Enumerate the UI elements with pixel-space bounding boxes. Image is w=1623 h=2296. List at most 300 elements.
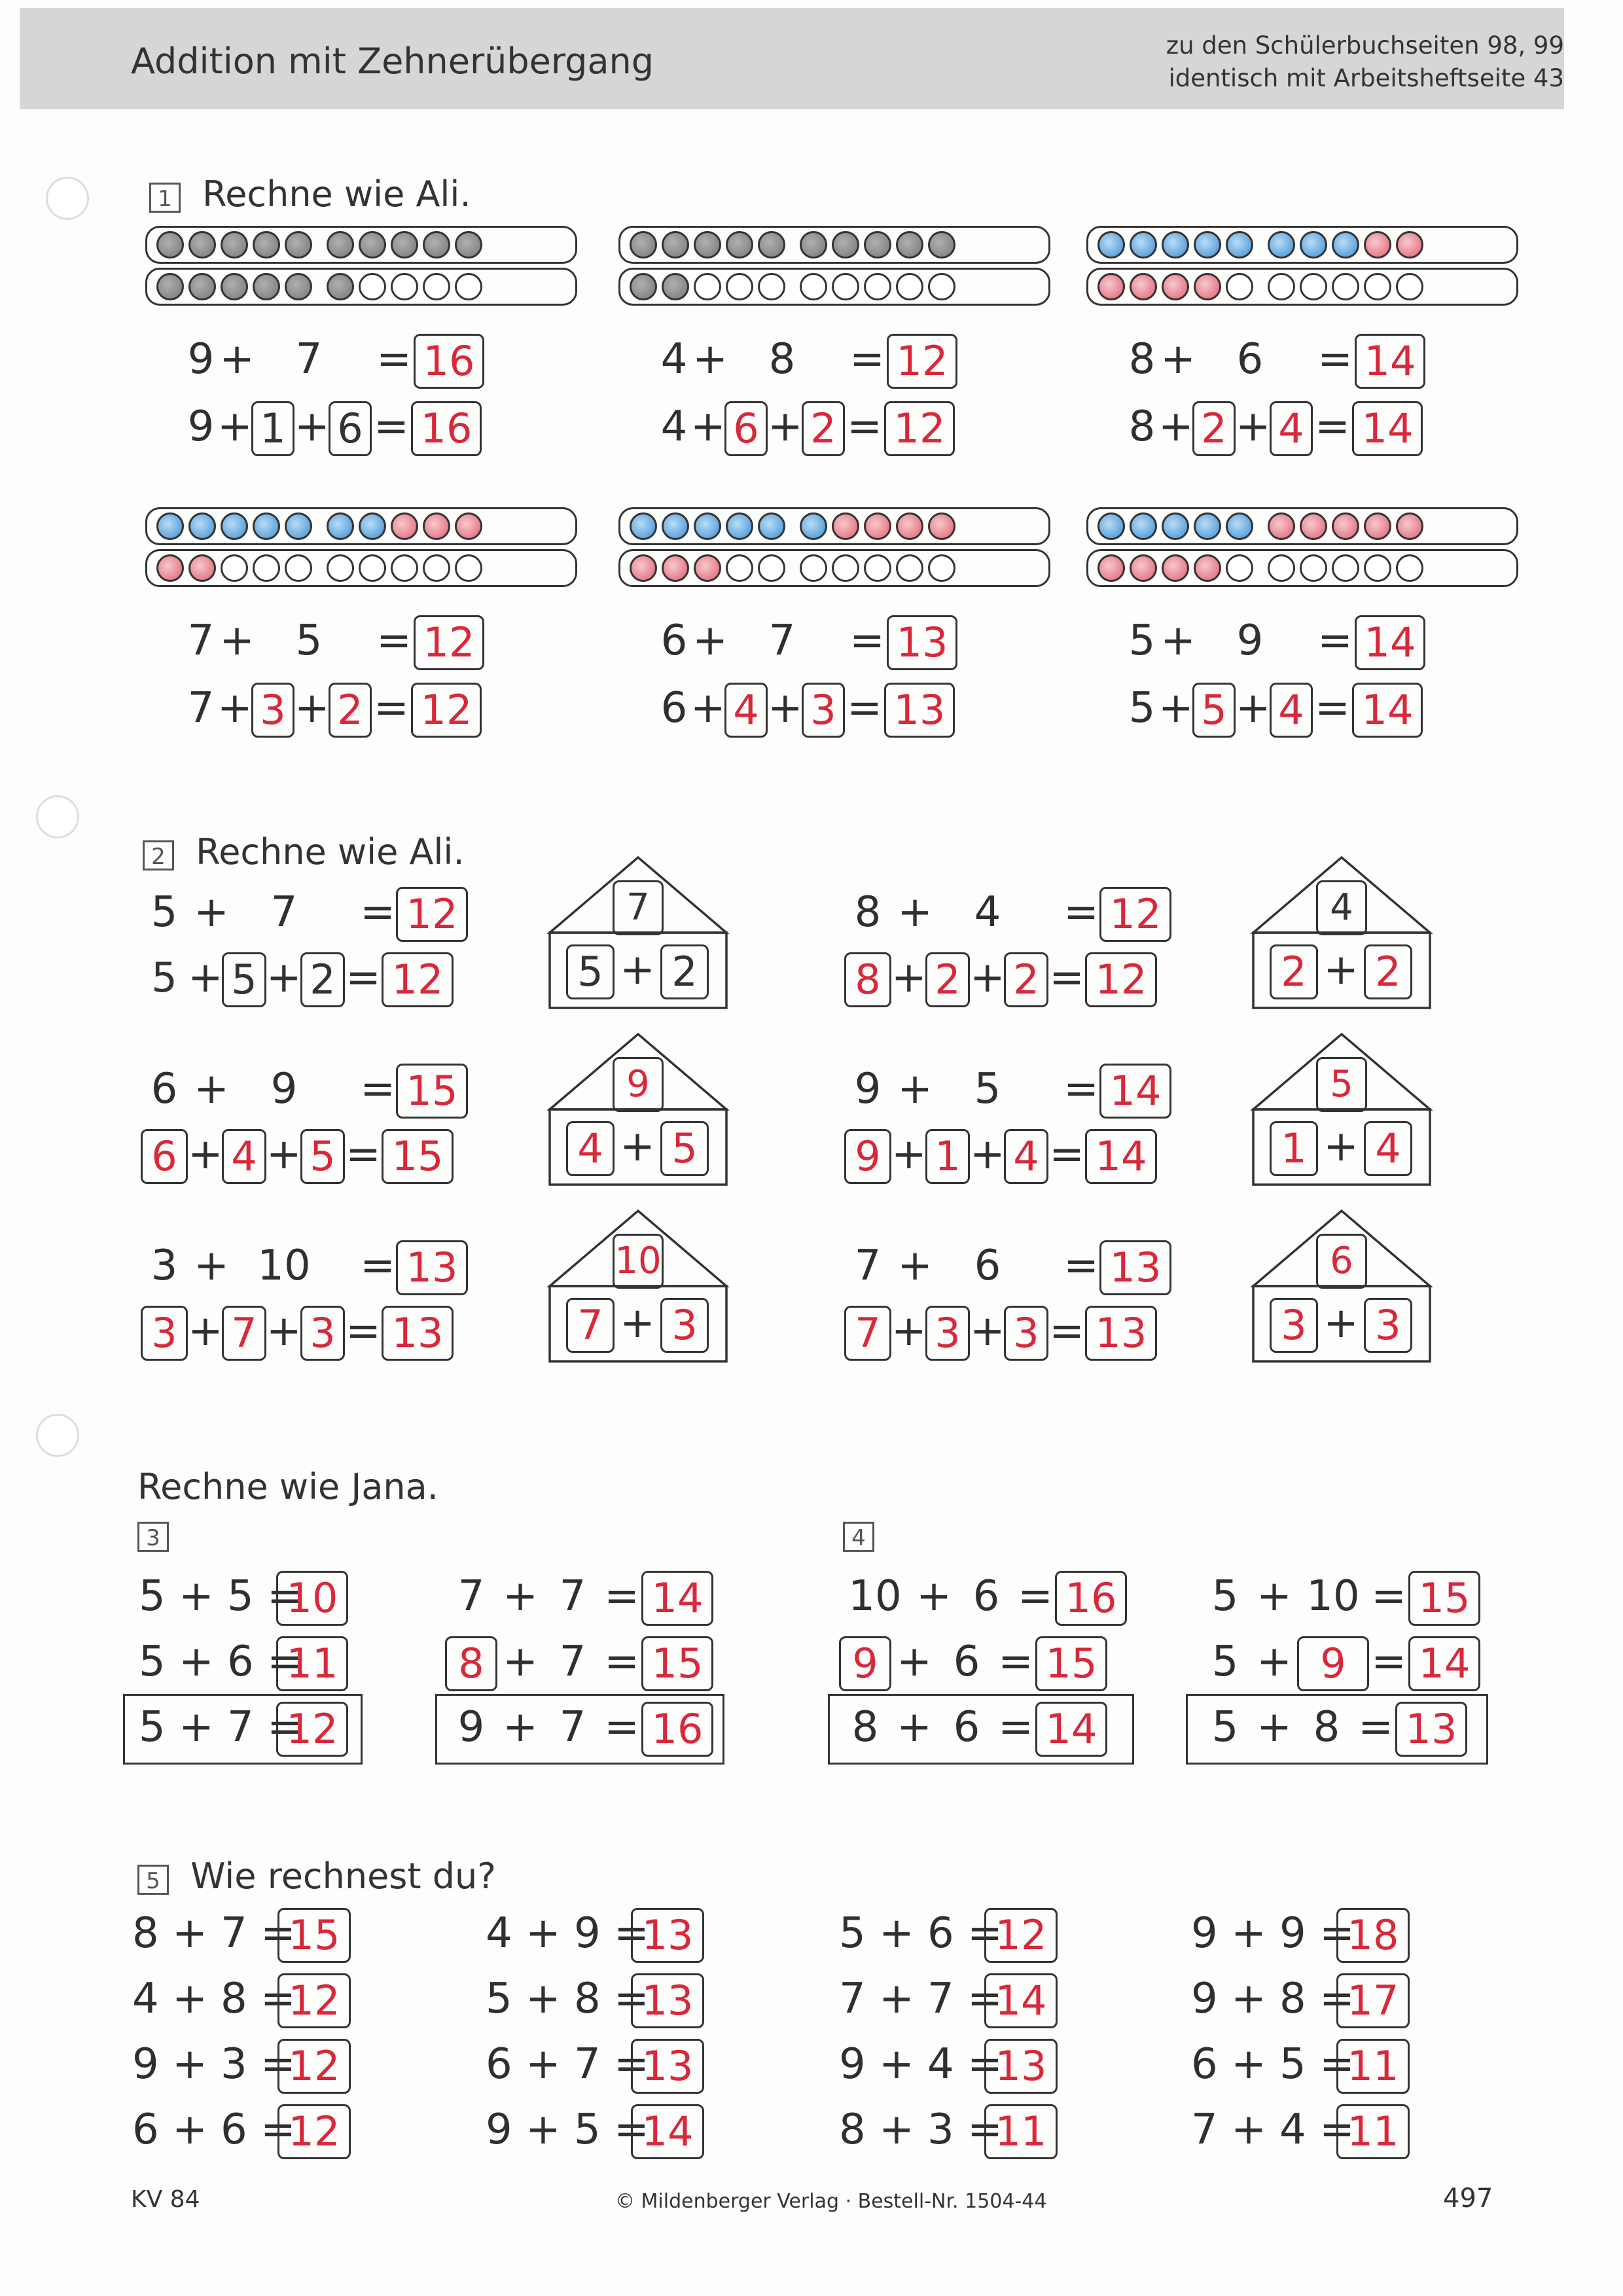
equation-line [1126,334,1425,389]
house-roof-box: 6 [1316,1234,1367,1289]
grey-bead [630,273,657,300]
part-box: 2 [300,952,345,1007]
summand-box: 9 [1297,1636,1369,1691]
equation-text: + [219,334,255,384]
equation-text: = [1063,1241,1099,1290]
result-box: 12 [277,2039,351,2094]
equation-line [839,2104,1058,2159]
empty-bead [928,273,955,300]
equation-line [185,401,482,456]
blue-bead [221,512,248,540]
summand-box: 8 [445,1636,497,1691]
bead-rack [618,507,1050,545]
equation-line [1191,2104,1410,2159]
house-part-box: 5 [660,1121,709,1176]
result-box: 15 [1408,1571,1480,1626]
empty-bead [726,554,753,582]
blue-bead [1130,512,1157,540]
equation-text: 6 + 5 = [1191,2039,1355,2089]
result-box: 14 [1035,1702,1107,1757]
equation-text: 5 [1211,1637,1239,1686]
pink-bead [896,512,923,540]
house-roof-box: 9 [613,1057,664,1112]
blue-bead [694,512,721,540]
summand-box: 5 [151,954,177,1001]
result-box: 15 [382,1129,454,1184]
empty-bead [832,554,859,582]
pink-bead [1396,512,1423,540]
result-box: 12 [277,1973,351,2028]
pink-bead [1097,273,1125,300]
result-box: 12 [277,2104,351,2159]
equation-text: + [1158,402,1194,451]
part-box: 2 [1192,401,1236,456]
punch-hole [36,795,79,838]
equation-text: 4 [974,888,1001,937]
pink-bead [928,512,955,540]
empty-bead [1364,273,1391,300]
equation-text: + [194,1064,229,1113]
result-box: 13 [984,2039,1058,2094]
task-title: Rechne wie Ali. [202,173,471,215]
equation-text: 5 + 5 = [139,1571,302,1621]
empty-bead [800,554,827,582]
equation-line [141,1129,454,1184]
task-number: 5 [137,1865,169,1895]
task-number: 1 [149,183,181,213]
blue-bead [1268,231,1295,259]
equation-text: 10 [257,1241,311,1290]
grey-bead [662,273,689,300]
equation-text: 5 + 7 = [139,1702,302,1751]
equation-line [445,1636,713,1691]
equation-text: + [897,1702,932,1751]
equation-text: 10 [1306,1571,1360,1621]
bead-rack [145,268,577,306]
grey-bead [156,273,184,300]
pink-bead [1130,554,1157,582]
equation-text: + [620,1299,655,1348]
equation-text: = [604,1637,639,1686]
task-title: Wie rechnest du? [190,1856,496,1897]
result-box: 16 [414,334,484,389]
page-title: Addition mit Zehnerübergang [131,41,654,82]
result-box: 11 [276,1636,348,1691]
house-part-box: 4 [566,1121,615,1176]
equation-text: 5 [974,1064,1001,1113]
empty-bead [423,273,450,300]
blue-bead [758,512,785,540]
highlight-frame [435,1694,724,1765]
house-roof-box: 4 [1316,880,1367,935]
house-base [566,944,709,999]
result-box: 14 [1352,683,1423,738]
result-box: 16 [411,401,482,456]
bead-rack [145,549,577,587]
equation-text: = [1371,1571,1406,1621]
equation-text: + [620,1122,655,1171]
equation-text: = [374,683,409,732]
equation-text: 7 [559,1702,586,1751]
empty-bead [455,273,482,300]
result-box: 13 [887,615,957,670]
task-number: 2 [143,840,174,870]
bead-rack [1086,268,1518,306]
result-box: 13 [382,1306,454,1361]
equation-text: 4 + 9 = [486,1909,649,1958]
grey-bead [285,273,312,300]
grey-bead [359,231,386,259]
summand-box: 9 [839,1636,891,1691]
equation-text: + [897,1241,933,1290]
bead-rack [1086,226,1518,264]
equation-text: + [1158,683,1194,732]
pink-bead [864,512,891,540]
empty-bead [1226,554,1253,582]
blue-bead [1162,231,1189,259]
equation-text: 7 [270,888,298,937]
equation-line [141,952,454,1007]
pink-bead [662,554,689,582]
equation-text: 7 [854,1241,882,1290]
grey-bead [221,231,248,259]
equation-line [185,683,482,738]
part-box: 6 [329,401,372,456]
result-box: 16 [1055,1571,1127,1626]
equation-text: 6 [953,1637,980,1686]
equation-text: 7 [457,1571,485,1621]
pink-bead [1130,273,1157,300]
equation-text: 7 [559,1637,586,1686]
equation-text: = [847,402,882,451]
equation-text: 9 [1236,616,1264,665]
part-box: 4 [724,683,768,738]
equation-line [1191,1973,1410,2028]
empty-bead [1300,554,1327,582]
bead-rack [145,226,577,264]
grey-bead [221,273,248,300]
empty-bead [896,554,923,582]
equation-text: = [1063,1064,1099,1113]
grey-bead [864,231,891,259]
equation-text: = [1315,683,1350,732]
equation-text: = [849,616,885,665]
house-roof-box: 5 [1316,1057,1367,1112]
blue-bead [1226,231,1253,259]
result-box: 15 [641,1636,713,1691]
result-box: 13 [1395,1702,1467,1757]
part-box: 4 [1270,401,1313,456]
house-part-box: 2 [660,944,709,999]
equation-line [839,1571,1127,1626]
blue-bead [1162,512,1189,540]
blue-bead [156,512,184,540]
task4-number-box [843,1522,874,1552]
result-box: 11 [1336,2104,1410,2159]
equation-text: + [692,334,728,384]
grey-bead [327,273,354,300]
empty-bead [359,273,386,300]
house-base [1270,1298,1412,1353]
equation-text: 9 [457,1702,485,1751]
grey-bead [896,231,923,259]
empty-bead [221,554,248,582]
equation-text: + [768,402,803,451]
empty-bead [928,554,955,582]
equation-text: + [217,683,253,732]
equation-text: = [1063,888,1099,937]
equation-text: = [1049,1306,1084,1355]
blue-bead [253,512,280,540]
equation-text: 5 [1128,616,1156,665]
grey-bead [423,231,450,259]
part-box: 2 [329,683,372,738]
equation-text: 7 + 7 = [839,1974,1003,2023]
task-number: 4 [843,1522,874,1552]
grey-bead [391,231,418,259]
equation-text: 5 [1211,1702,1239,1751]
equation-text: 9 + 4 = [839,2039,1003,2089]
empty-bead [832,273,859,300]
equation-text: 9 + 8 = [1191,1974,1355,2023]
part-box: 1 [925,1129,970,1184]
house-roof-box: 10 [613,1234,664,1289]
house-part-box: 3 [1270,1298,1318,1353]
highlight-frame [123,1694,363,1765]
equation-text: + [1323,1299,1359,1348]
equation-line [141,1240,468,1295]
result-box: 13 [396,1240,468,1295]
equation-line [1126,683,1423,738]
result-box: 15 [1035,1636,1107,1691]
empty-bead [1300,273,1327,300]
result-box: 13 [631,2039,704,2094]
part-box: 3 [802,683,845,738]
blue-bead [327,512,354,540]
part-box: 3 [251,683,294,738]
grey-bead [253,273,280,300]
equation-text: + [891,953,927,1002]
equation-text: + [970,953,1005,1002]
equation-text: 5 [151,888,178,937]
result-box: 11 [1336,2039,1410,2094]
equation-line [839,1636,1107,1691]
equation-line [844,1129,1157,1184]
equation-text: 9 [187,402,215,451]
equation-text: + [897,1064,933,1113]
equation-text: 8 [1313,1702,1340,1751]
equation-line [844,1306,1157,1361]
empty-bead [455,554,482,582]
empty-bead [1268,554,1295,582]
blue-bead [1130,231,1157,259]
equation-text: + [1236,683,1271,732]
empty-bead [391,554,418,582]
equation-text: + [690,683,726,732]
empty-bead [726,273,753,300]
result-box: 11 [984,2104,1058,2159]
equation-text: 8 + 3 = [839,2105,1003,2154]
task-title: Rechne wie Ali. [196,831,465,872]
equation-line [132,2104,351,2159]
empty-bead [864,273,891,300]
part-box: 5 [222,952,266,1007]
equation-text: = [998,1702,1033,1751]
header-reference-2: identisch mit Arbeitsheftseite 43 [1168,64,1564,92]
grey-bead [800,231,827,259]
equation-text: = [849,334,885,384]
equation-line [658,334,957,389]
equation-text: = [376,616,412,665]
result-box: 14 [1099,1064,1171,1119]
equation-line [658,401,955,456]
equation-text: 7 [768,616,796,665]
equation-line [1191,1908,1410,1963]
equation-text: = [998,1637,1033,1686]
grey-bead [285,231,312,259]
house-roof-box: 7 [613,880,664,935]
part-box: 4 [1270,683,1313,738]
equation-text: + [1160,334,1196,384]
equation-text: + [266,1306,302,1355]
equation-text: = [360,1241,395,1290]
empty-bead [1396,554,1423,582]
task5-heading [137,1856,496,1897]
equation-text: 6 [660,683,688,732]
equation-text: 5 + 6 = [139,1637,302,1686]
equation-line [486,1908,704,1963]
part-box: 3 [925,1306,970,1361]
equation-text: = [604,1702,639,1751]
blue-bead [285,512,312,540]
equation-text: + [1236,402,1271,451]
house-base [566,1121,709,1176]
result-box: 13 [884,683,955,738]
result-box: 14 [631,2104,704,2159]
equation-text: 8 + 7 = [132,1909,296,1958]
pink-bead [455,512,482,540]
equation-line [1191,2039,1410,2094]
empty-bead [864,554,891,582]
equation-text: + [194,1241,229,1290]
equation-text: + [1323,945,1359,994]
house-part-box: 2 [1364,944,1412,999]
grey-bead [662,231,689,259]
pink-bead [1162,554,1189,582]
blue-bead [1194,512,1221,540]
task3-number-box [137,1522,169,1552]
grey-bead [253,231,280,259]
part-box: 2 [925,952,970,1007]
equation-text: 4 [660,334,688,384]
result-box: 12 [884,401,955,456]
part-box: 5 [300,1129,345,1184]
summand-box: 8 [844,952,891,1007]
grey-bead [327,231,354,259]
equation-text: 8 [1128,402,1156,451]
equation-line [132,2039,351,2094]
equation-text: 8 [854,888,882,937]
equation-text: 6 [660,616,688,665]
equation-line [1126,401,1423,456]
equation-text: + [266,953,302,1002]
result-box: 12 [414,615,484,670]
pink-bead [1396,231,1423,259]
bead-rack [1086,507,1518,545]
equation-text: + [692,616,728,665]
equation-text: + [690,402,726,451]
house-part-box: 2 [1270,944,1318,999]
equation-text: 7 + 4 = [1191,2105,1355,2154]
equation-text: 7 [187,683,215,732]
equation-text: 6 [972,1571,1000,1621]
equation-text: 10 [848,1571,902,1621]
bead-rack [618,268,1050,306]
result-box: 15 [277,1908,351,1963]
pink-bead [630,554,657,582]
bead-rack [618,226,1050,264]
house-part-box: 3 [660,1298,709,1353]
equation-text: = [1317,334,1353,384]
equation-line [844,1064,1171,1119]
equation-text: + [1257,1571,1292,1621]
pink-bead [1300,512,1327,540]
blue-bead [630,512,657,540]
bead-rack [1086,549,1518,587]
equation-text: 5 [295,616,323,665]
empty-bead [1332,273,1359,300]
equation-text: + [503,1637,538,1686]
result-box: 16 [641,1702,713,1757]
equation-text: 7 [295,334,323,384]
pink-bead [1162,273,1189,300]
jana-title: Rechne wie Jana. [137,1466,438,1507]
equation-line [658,615,957,670]
equation-line [185,615,484,670]
equation-text: + [1257,1637,1292,1686]
equation-text: + [891,1130,927,1179]
equation-text: = [1315,402,1350,451]
part-box: 2 [802,401,845,456]
result-box: 14 [1408,1636,1480,1691]
pink-bead [1097,554,1125,582]
empty-bead [1226,273,1253,300]
bead-rack [618,549,1050,587]
house-base [566,1298,709,1353]
result-box: 12 [1099,887,1171,942]
equation-line [1199,1571,1480,1626]
house-part-box: 3 [1364,1298,1412,1353]
grey-bead [156,231,184,259]
pink-bead [391,512,418,540]
result-box: 14 [984,1973,1058,2028]
equation-line [1199,1636,1480,1691]
equation-line [658,683,955,738]
equation-line [486,1973,704,2028]
blue-bead [1226,512,1253,540]
blue-bead [1300,231,1327,259]
result-box: 12 [382,952,454,1007]
equation-line [839,2039,1058,2094]
grey-bead [758,231,785,259]
result-box: 13 [631,1908,704,1963]
equation-line [844,887,1171,942]
grey-bead [188,231,216,259]
result-box: 15 [396,1064,468,1119]
blue-bead [1194,231,1221,259]
empty-bead [327,554,354,582]
equation-text: + [294,402,330,451]
